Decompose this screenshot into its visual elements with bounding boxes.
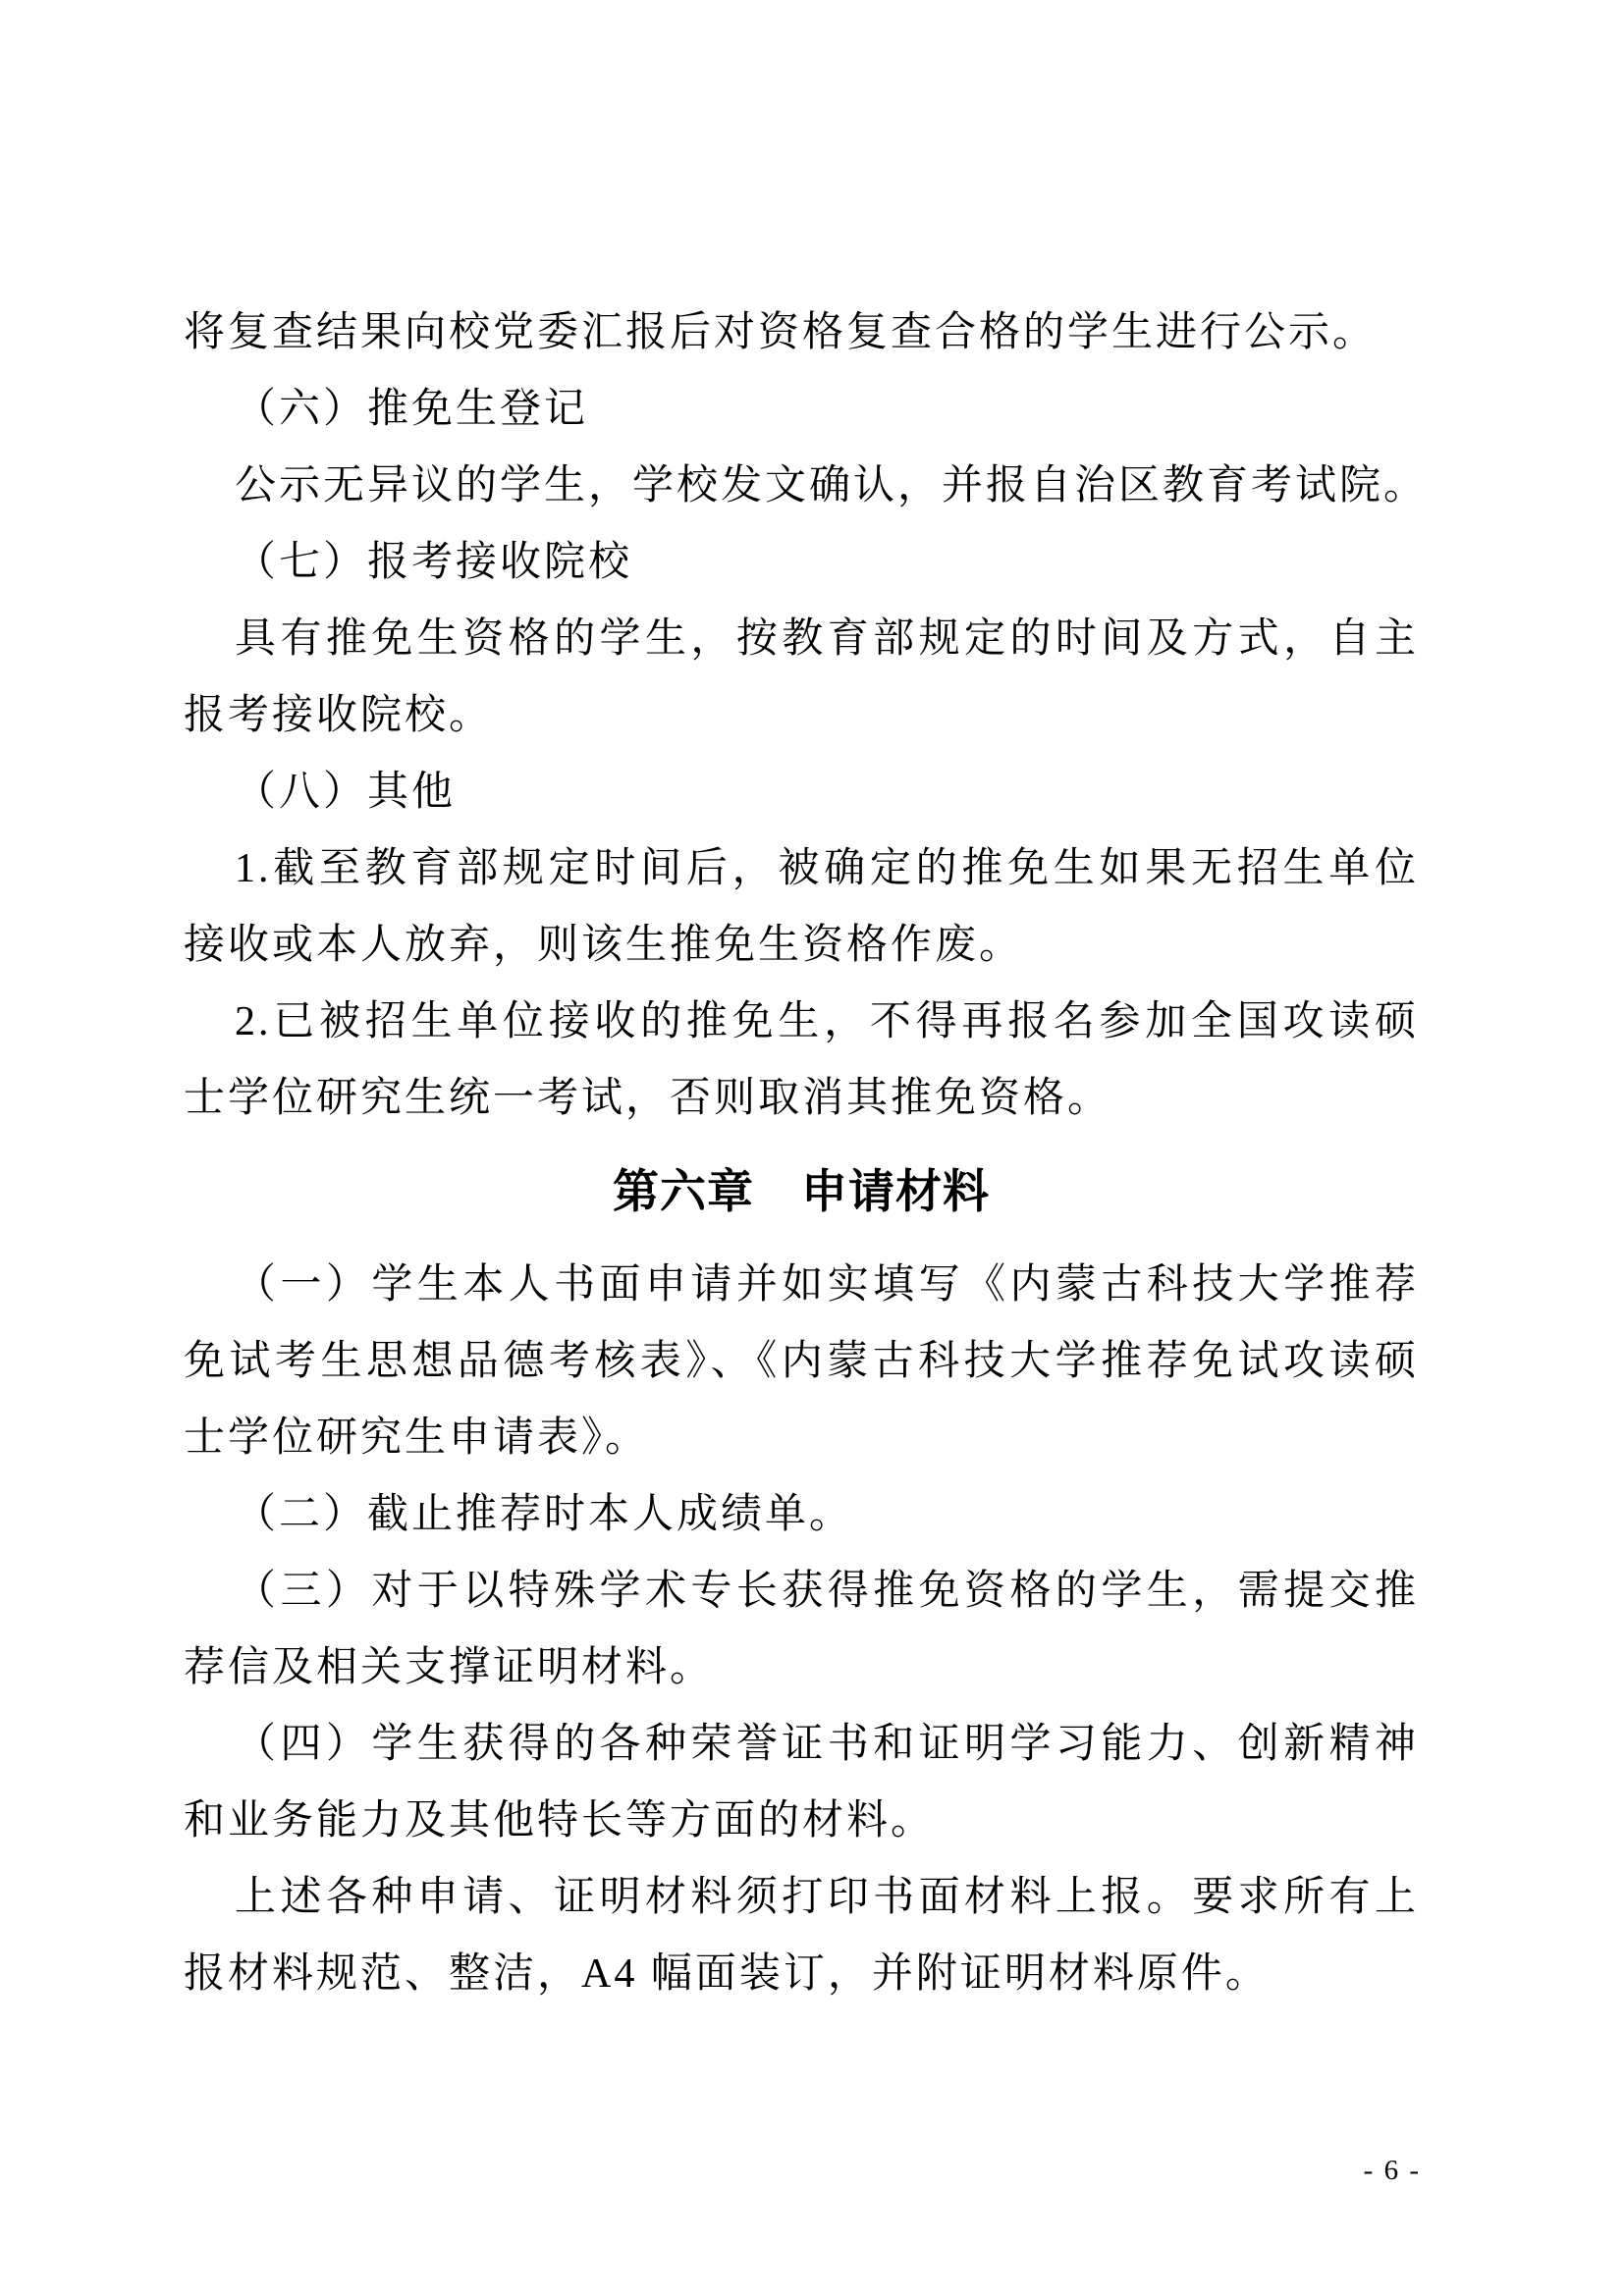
chapter-heading: 第六章 申请材料	[613, 1165, 990, 1217]
text-line: 士学位研究生统一考试，否则取消其推免资格。	[184, 1076, 1112, 1121]
text-line: （六）推免生登记	[235, 387, 589, 432]
text-line: （一）学生本人书面申请并如实填写《内蒙古科技大学推荐	[235, 1262, 1419, 1308]
text-line: 将复查结果向校党委汇报后对资格复查合格的学生进行公示。	[184, 310, 1378, 355]
text-line: 和业务能力及其他特长等方面的材料。	[184, 1798, 936, 1843]
text-line: （三）对于以特殊学术专长获得推免资格的学生，需提交推	[235, 1569, 1419, 1614]
text-line: 士学位研究生申请表》。	[184, 1415, 650, 1461]
text-line: 1.截至教育部规定时间后，被确定的推免生如果无招生单位	[235, 846, 1419, 891]
text-line: （四）学生获得的各种荣誉证书和证明学习能力、创新精神	[235, 1722, 1419, 1767]
text-line: 公示无异议的学生，学校发文确认，并报自治区教育考试院。	[235, 463, 1429, 508]
text-line: 报考接收院校。	[184, 693, 494, 738]
text-line: 荐信及相关支撑证明材料。	[184, 1645, 715, 1690]
text-line: （二）截止推荐时本人成绩单。	[235, 1492, 854, 1537]
text-line: 2.已被招生单位接收的推免生，不得再报名参加全国攻读硕	[235, 999, 1419, 1044]
text-line: （七）报考接收院校	[235, 540, 633, 585]
text-line: 具有推免生资格的学生，按教育部规定的时间及方式，自主	[235, 616, 1419, 662]
text-line: 上述各种申请、证明材料须打印书面材料上报。要求所有上	[235, 1875, 1419, 1920]
page-number: - 6 -	[1363, 2155, 1421, 2186]
text-line: 报材料规范、整洁，A4 幅面装订，并附证明材料原件。	[184, 1951, 1270, 1997]
text-line: 免试考生思想品德考核表》、《内蒙古科技大学推荐免试攻读硕	[184, 1339, 1419, 1384]
text-line: 接收或本人放弃，则该生推免生资格作废。	[184, 923, 1024, 968]
document-body	[184, 294, 1429, 2012]
text-line: （八）其他	[235, 770, 457, 815]
